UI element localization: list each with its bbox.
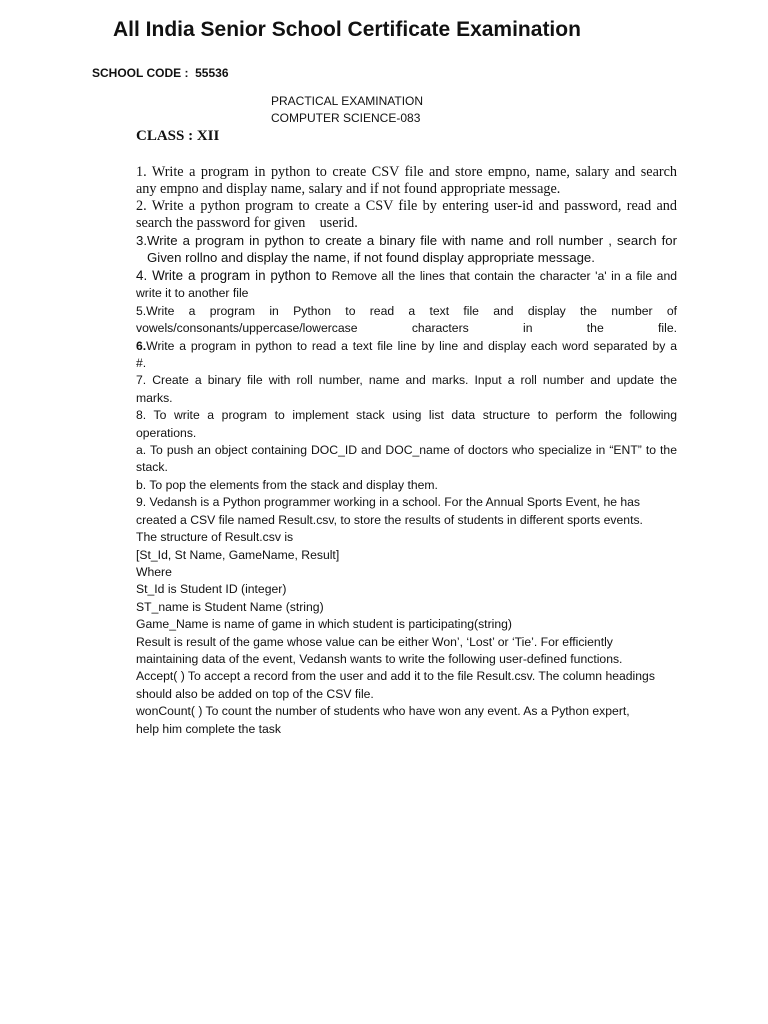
question-8a-line-2: stack.	[136, 460, 168, 475]
question-9-line: St_Id is Student ID (integer)	[136, 582, 287, 597]
question-8-line-1: 8. To write a program to implement stack using list data structure to perform the following	[136, 408, 677, 423]
question-9-line: wonCount( ) To count the number of students who have won any event. As a Python expert,	[136, 704, 630, 719]
question-8b: b. To pop the elements from the stack and display them.	[136, 477, 438, 492]
question-1-line-1: 1. Write a program in python to create CSV file and store empno, name, salary and search	[136, 164, 677, 180]
question-8-line-2: operations.	[136, 425, 197, 440]
question-9-line: should also be added on top of the CSV file.	[136, 686, 374, 701]
question-9-line: Result is result of the game whose value can be either Won’, ‘Lost’ or ‘Tie’. For efficiently	[136, 634, 613, 649]
question-3-line-2: Given rollno and display the name, if not found display appropriate message.	[147, 249, 595, 265]
question-9-line: Game_Name is name of game in which student is participating(string)	[136, 617, 512, 632]
question-4-line-2: write it to another file	[136, 286, 249, 301]
question-9-line: help him complete the task	[136, 721, 281, 736]
question-6-line-1	[136, 338, 677, 355]
question-9-line: Accept( ) To accept a record from the user and add it to the file Result.csv. The column headings	[136, 669, 655, 684]
question-3-line-1: 3.Write a program in python to create a binary file with name and roll number , search for	[136, 233, 677, 248]
question-5	[136, 303, 677, 338]
question-2-line-2: search the password for given userid.	[136, 215, 358, 231]
question-2-line-1: 2. Write a python program to create a CSV file by entering user-id and password, read and	[136, 198, 677, 214]
question-9-line: 9. Vedansh is a Python programmer working in a school. For the Annual Sports Event, he has	[136, 495, 641, 510]
question-7	[136, 372, 677, 407]
question-1-line-2: any empno and display name, salary and if not found appropriate message.	[136, 181, 561, 197]
question-4-rest: Remove all the lines that contain the character 'a' in a file and	[331, 269, 678, 283]
question-5-line-1: 5.Write a program in Python to read a text file and display the number of	[136, 303, 677, 318]
question-8	[136, 407, 677, 442]
question-7-line-1: 7. Create a binary file with roll number, name and marks. Input a roll number and update the	[136, 373, 677, 388]
class-label: CLASS : XII	[136, 128, 220, 144]
question-4	[136, 267, 677, 303]
question-7-line-2: marks.	[136, 390, 173, 405]
question-6-number: 6.	[136, 338, 147, 353]
school-code-value: 55536	[195, 66, 229, 80]
question-9-line: ST_name is Student Name (string)	[136, 599, 324, 614]
question-9-line: maintaining data of the event, Vedansh wants to write the following user-defined functions.	[136, 651, 623, 666]
question-5-line-2: vowels/consonants/uppercase/lowercase characters in the file.	[136, 321, 677, 336]
question-9	[136, 494, 677, 738]
school-code-line	[92, 66, 229, 80]
question-2	[136, 198, 677, 232]
question-9-line: Where	[136, 564, 172, 579]
question-6	[136, 338, 677, 373]
question-1	[136, 164, 677, 198]
question-6-line-2: #.	[136, 356, 147, 371]
question-8a	[136, 442, 677, 477]
question-8a-line-1: a. To push an object containing DOC_ID and DOC_name of doctors who specialize in “ENT” to the	[136, 443, 677, 458]
question-6-text: Write a program in python to read a text file line by line and display each word separated by a	[146, 338, 677, 353]
question-9-line: created a CSV file named Result.csv, to store the results of students in different sports events.	[136, 512, 643, 527]
question-3	[136, 233, 677, 266]
school-code-label: SCHOOL CODE :	[92, 66, 189, 80]
document-title: All India Senior School Certificate Examination	[113, 18, 581, 41]
question-9-line: The structure of Result.csv is	[136, 530, 294, 545]
question-4-line-1	[136, 267, 677, 285]
question-9-line: [St_Id, St Name, GameName, Result]	[136, 547, 340, 562]
question-list	[136, 164, 677, 738]
question-4-prefix: 4. Write a program in python to	[136, 268, 332, 283]
exam-type: PRACTICAL EXAMINATION	[271, 94, 424, 108]
subject-name: COMPUTER SCIENCE-083	[271, 111, 421, 125]
